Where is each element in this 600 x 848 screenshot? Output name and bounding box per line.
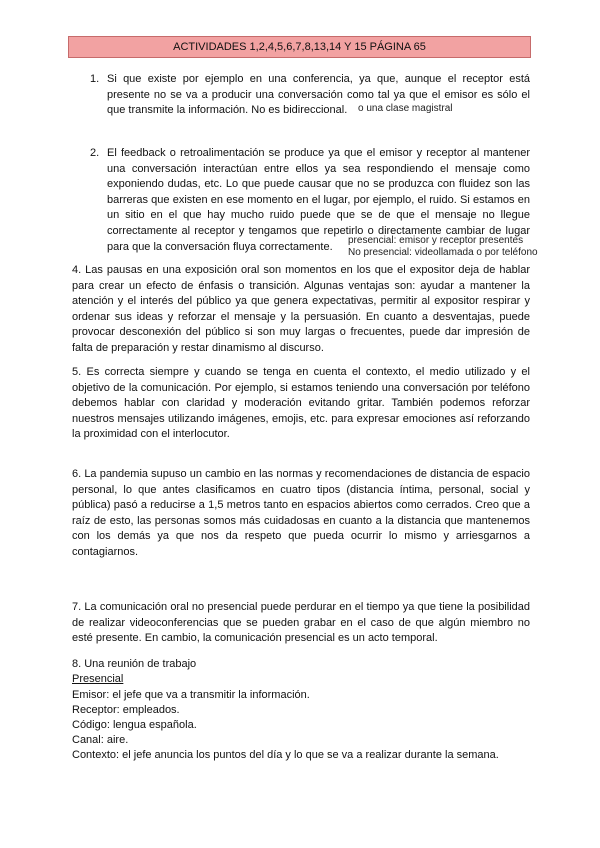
item-8-receptor: Receptor: empleados.: [72, 704, 180, 716]
item-2-number: 2.: [90, 147, 100, 159]
item-8-subtitle: Presencial: [72, 673, 124, 685]
item-5-text: 5. Es correcta siempre y cuando se tenga en cuenta el contexto, el medio utilizado y el objetivo de la comunicación. Por ejemplo, si estamos teniendo una conversación por teléfono debemos hablar con claridad y moderación evitando gritar. También podemos reforzar nuestros mensajes utilizando imágenes, emojis, etc. para expresar emociones así reforzando la proximidad con el interlocutor.: [72, 366, 530, 441]
item-7-text: 7. La comunicación oral no presencial puede perdurar en el tiempo ya que tiene la posibilidad de realizar videoconferencias que se pueden grabar en el caso de que algún miembro no esté presente. En cambio, la comunicación presencial es un acto temporal.: [72, 601, 530, 645]
item-6-text: 6. La pandemia supuso un cambio en las normas y recomendaciones de distancia de espacio personal, lo que antes clasificamos en cuatro tipos (distancia íntima, personal, social y pública) pasó a reducirse a 1,5 metros tanto en espacios abiertos como cerrados. Creo que a raíz de esto, las personas somos más cuidadosas en cuanto a la distancia que mantenemos con los demás ya que nos da respeto que pueda ocurrir lo mismo y arriesgarnos a contagiarnos.: [72, 468, 530, 558]
item-1-text: Si que existe por ejemplo en una conferencia, ya que, aunque el receptor está presente no se va a producir una conversación como tal ya que el emisor es sólo el que transmite la información. No es bidireccional.: [107, 73, 530, 117]
item-8-codigo: Código: lengua española.: [72, 719, 197, 731]
item-8-emisor: Emisor: el jefe que va a transmitir la información.: [72, 689, 310, 701]
item-4-text: 4. Las pausas en una exposición oral son momentos en los que el expositor deja de hablar para crear un efecto de énfasis o transición. Algunas ventajas son: ayudar a mantener la atención y el interés del público ya que genera expectativas, permitir al expositor respirar y ordenar sus ideas y reforzar el mensaje y la persuasión. En cuanto a desventajas, puede provocar desconexión del público si son muy largas o frecuentes, puede dar impresión de falta de preparación y restar dinamismo al discurso.: [72, 264, 530, 354]
item-2-text: El feedback o retroalimentación se produce ya que el emisor y receptor al mantener una conversación interactúan entre ellos ya sea respondiendo el mensaje como exponiendo dudas, etc. Lo que puede causar que no se produzca con fluidez son las barreras que existen en ese momento en el lugar, por ejemplo, el ruido. Si estamos en un sitio en el que hay mucho ruido puede que se de que el mensaje no llegue correctamente al receptor y tengamos que repetirlo o directamente cambiar de lugar para que la conversación fluya correctamente.: [107, 147, 530, 253]
item-8-canal: Canal: aire.: [72, 734, 129, 746]
item-2-note-presencial: presencial: emisor y receptor presentes: [348, 235, 524, 246]
item-8-contexto: Contexto: el jefe anuncia los puntos del día y lo que se va a realizar durante la semana.: [72, 749, 499, 761]
header-title: ACTIVIDADES 1,2,4,5,6,7,8,13,14 Y 15 PÁGINA 65: [173, 41, 426, 53]
item-1-number: 1.: [90, 73, 100, 85]
item-1-note: o una clase magistral: [358, 103, 453, 114]
item-2-note-no-presencial: No presencial: videollamada o por teléfono: [348, 247, 538, 258]
item-8-title: 8. Una reunión de trabajo: [72, 658, 197, 670]
page-header: [68, 36, 531, 58]
